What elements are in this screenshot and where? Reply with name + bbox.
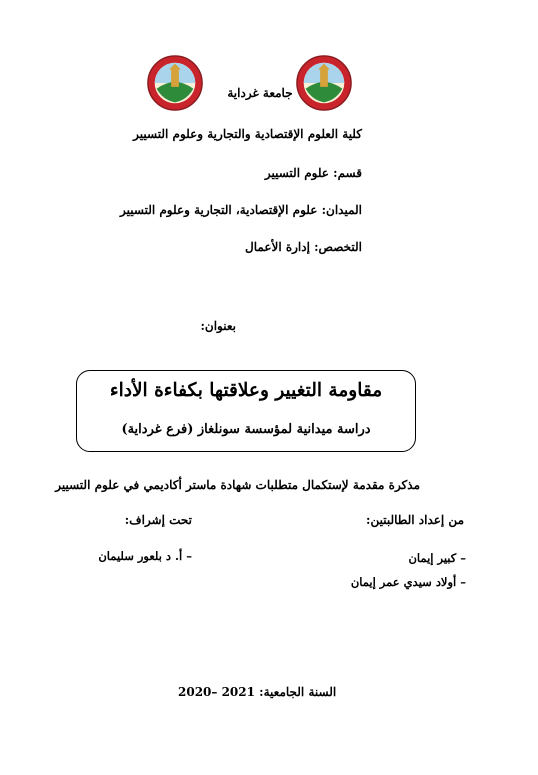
specialization-name: التخصص: إدارة الأعمال [245, 240, 362, 254]
faculty-name: كلية العلوم الإقتصادية والتجارية وعلوم التسيير [133, 127, 362, 141]
thesis-title: مقاومة التغيير وعلاقتها بكفاءة الأداء [109, 380, 383, 401]
field-name: الميدان: علوم الإقتصادية، التجارية وعلوم التسيير [120, 203, 362, 217]
academic-year [178, 685, 336, 699]
supervisor-name: – أ. د بلعور سليمان [98, 549, 192, 563]
student-name: – أولاد سيدي عمر إيمان [350, 575, 466, 589]
title-label: بعنوان: [200, 319, 236, 333]
university-emblem-icon [146, 54, 204, 112]
prepared-by-label: من إعداد الطالبتين: [366, 513, 464, 527]
thesis-subtitle: دراسة ميدانية لمؤسسة سونلغاز (فرع غرداية) [121, 422, 371, 437]
university-emblem-icon [295, 54, 353, 112]
academic-year-label: السنة الجامعية: [259, 685, 337, 699]
supervisor-label: تحت إشراف: [124, 513, 192, 527]
academic-year-value: 2020– 2021 [178, 685, 255, 699]
department-name: قسم: علوم التسيير [264, 166, 362, 180]
memo-statement: مذكرة مقدمة لإستكمال متطلبات شهادة ماستر أكاديمي في علوم التسيير [55, 478, 420, 492]
student-name: – كبير إيمان [408, 551, 466, 565]
university-name: جامعة غرداية [227, 86, 293, 100]
